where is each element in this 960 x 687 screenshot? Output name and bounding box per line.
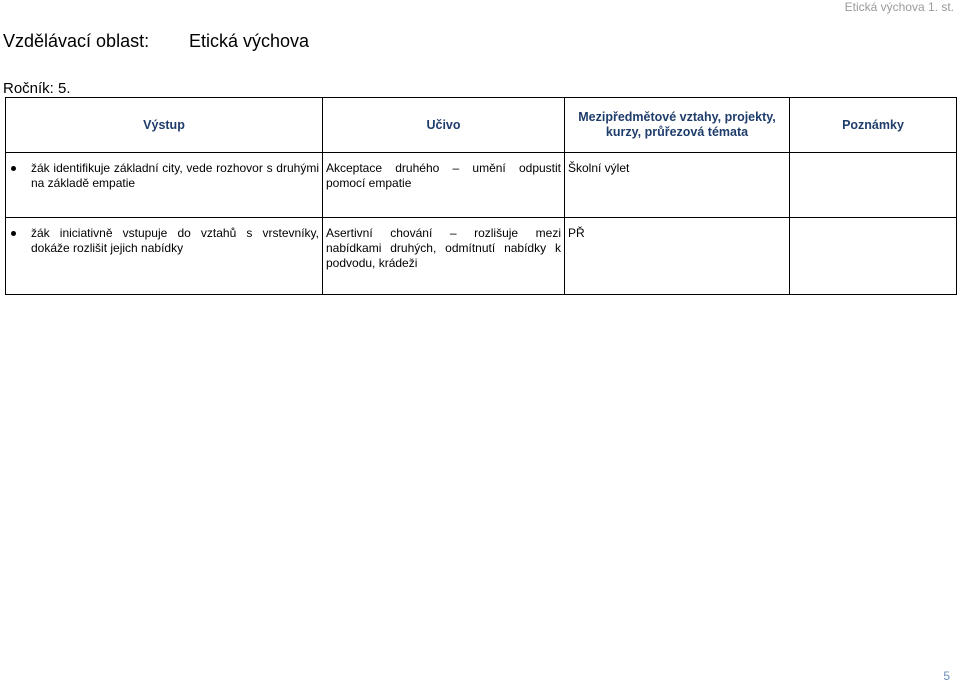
outcome-text: žák iniciativně vstupuje do vztahů s vrstevníky, dokáže rozlišit jejich nabídky bbox=[31, 226, 319, 255]
column-header-relations: Mezipředmětové vztahy, projekty, kurzy, průřezová témata bbox=[565, 98, 790, 153]
relations-cell: PŘ bbox=[565, 218, 790, 295]
outcome-cell bbox=[6, 153, 323, 218]
content-cell: Asertivní chování – rozlišuje mezi nabídkami druhých, odmítnutí nabídky k podvodu, krádeži bbox=[323, 218, 565, 295]
relations-cell: Školní výlet bbox=[565, 153, 790, 218]
curriculum-table bbox=[5, 97, 957, 295]
table-row bbox=[6, 218, 957, 295]
subject-area-value: Etická výchova bbox=[189, 31, 310, 51]
column-header-content: Učivo bbox=[323, 98, 565, 153]
bullet-icon bbox=[11, 166, 16, 171]
outcome-text: žák identifikuje základní city, vede rozhovor s druhými na základě empatie bbox=[31, 161, 319, 190]
bullet-icon bbox=[11, 231, 16, 236]
page-number: 5 bbox=[943, 669, 950, 683]
outcome-cell bbox=[6, 218, 323, 295]
column-header-outcome: Výstup bbox=[6, 98, 323, 153]
content-cell: Akceptace druhého – umění odpustit pomocí empatie bbox=[323, 153, 565, 218]
table-header-row bbox=[6, 98, 957, 153]
subject-area-label: Vzdělávací oblast: bbox=[3, 31, 150, 51]
column-header-notes: Poznámky bbox=[790, 98, 957, 153]
table-row bbox=[6, 153, 957, 218]
notes-cell bbox=[790, 218, 957, 295]
running-header: Etická výchova 1. st. bbox=[844, 0, 954, 14]
notes-cell bbox=[790, 153, 957, 218]
grade-label: Ročník: 5. bbox=[3, 80, 71, 97]
